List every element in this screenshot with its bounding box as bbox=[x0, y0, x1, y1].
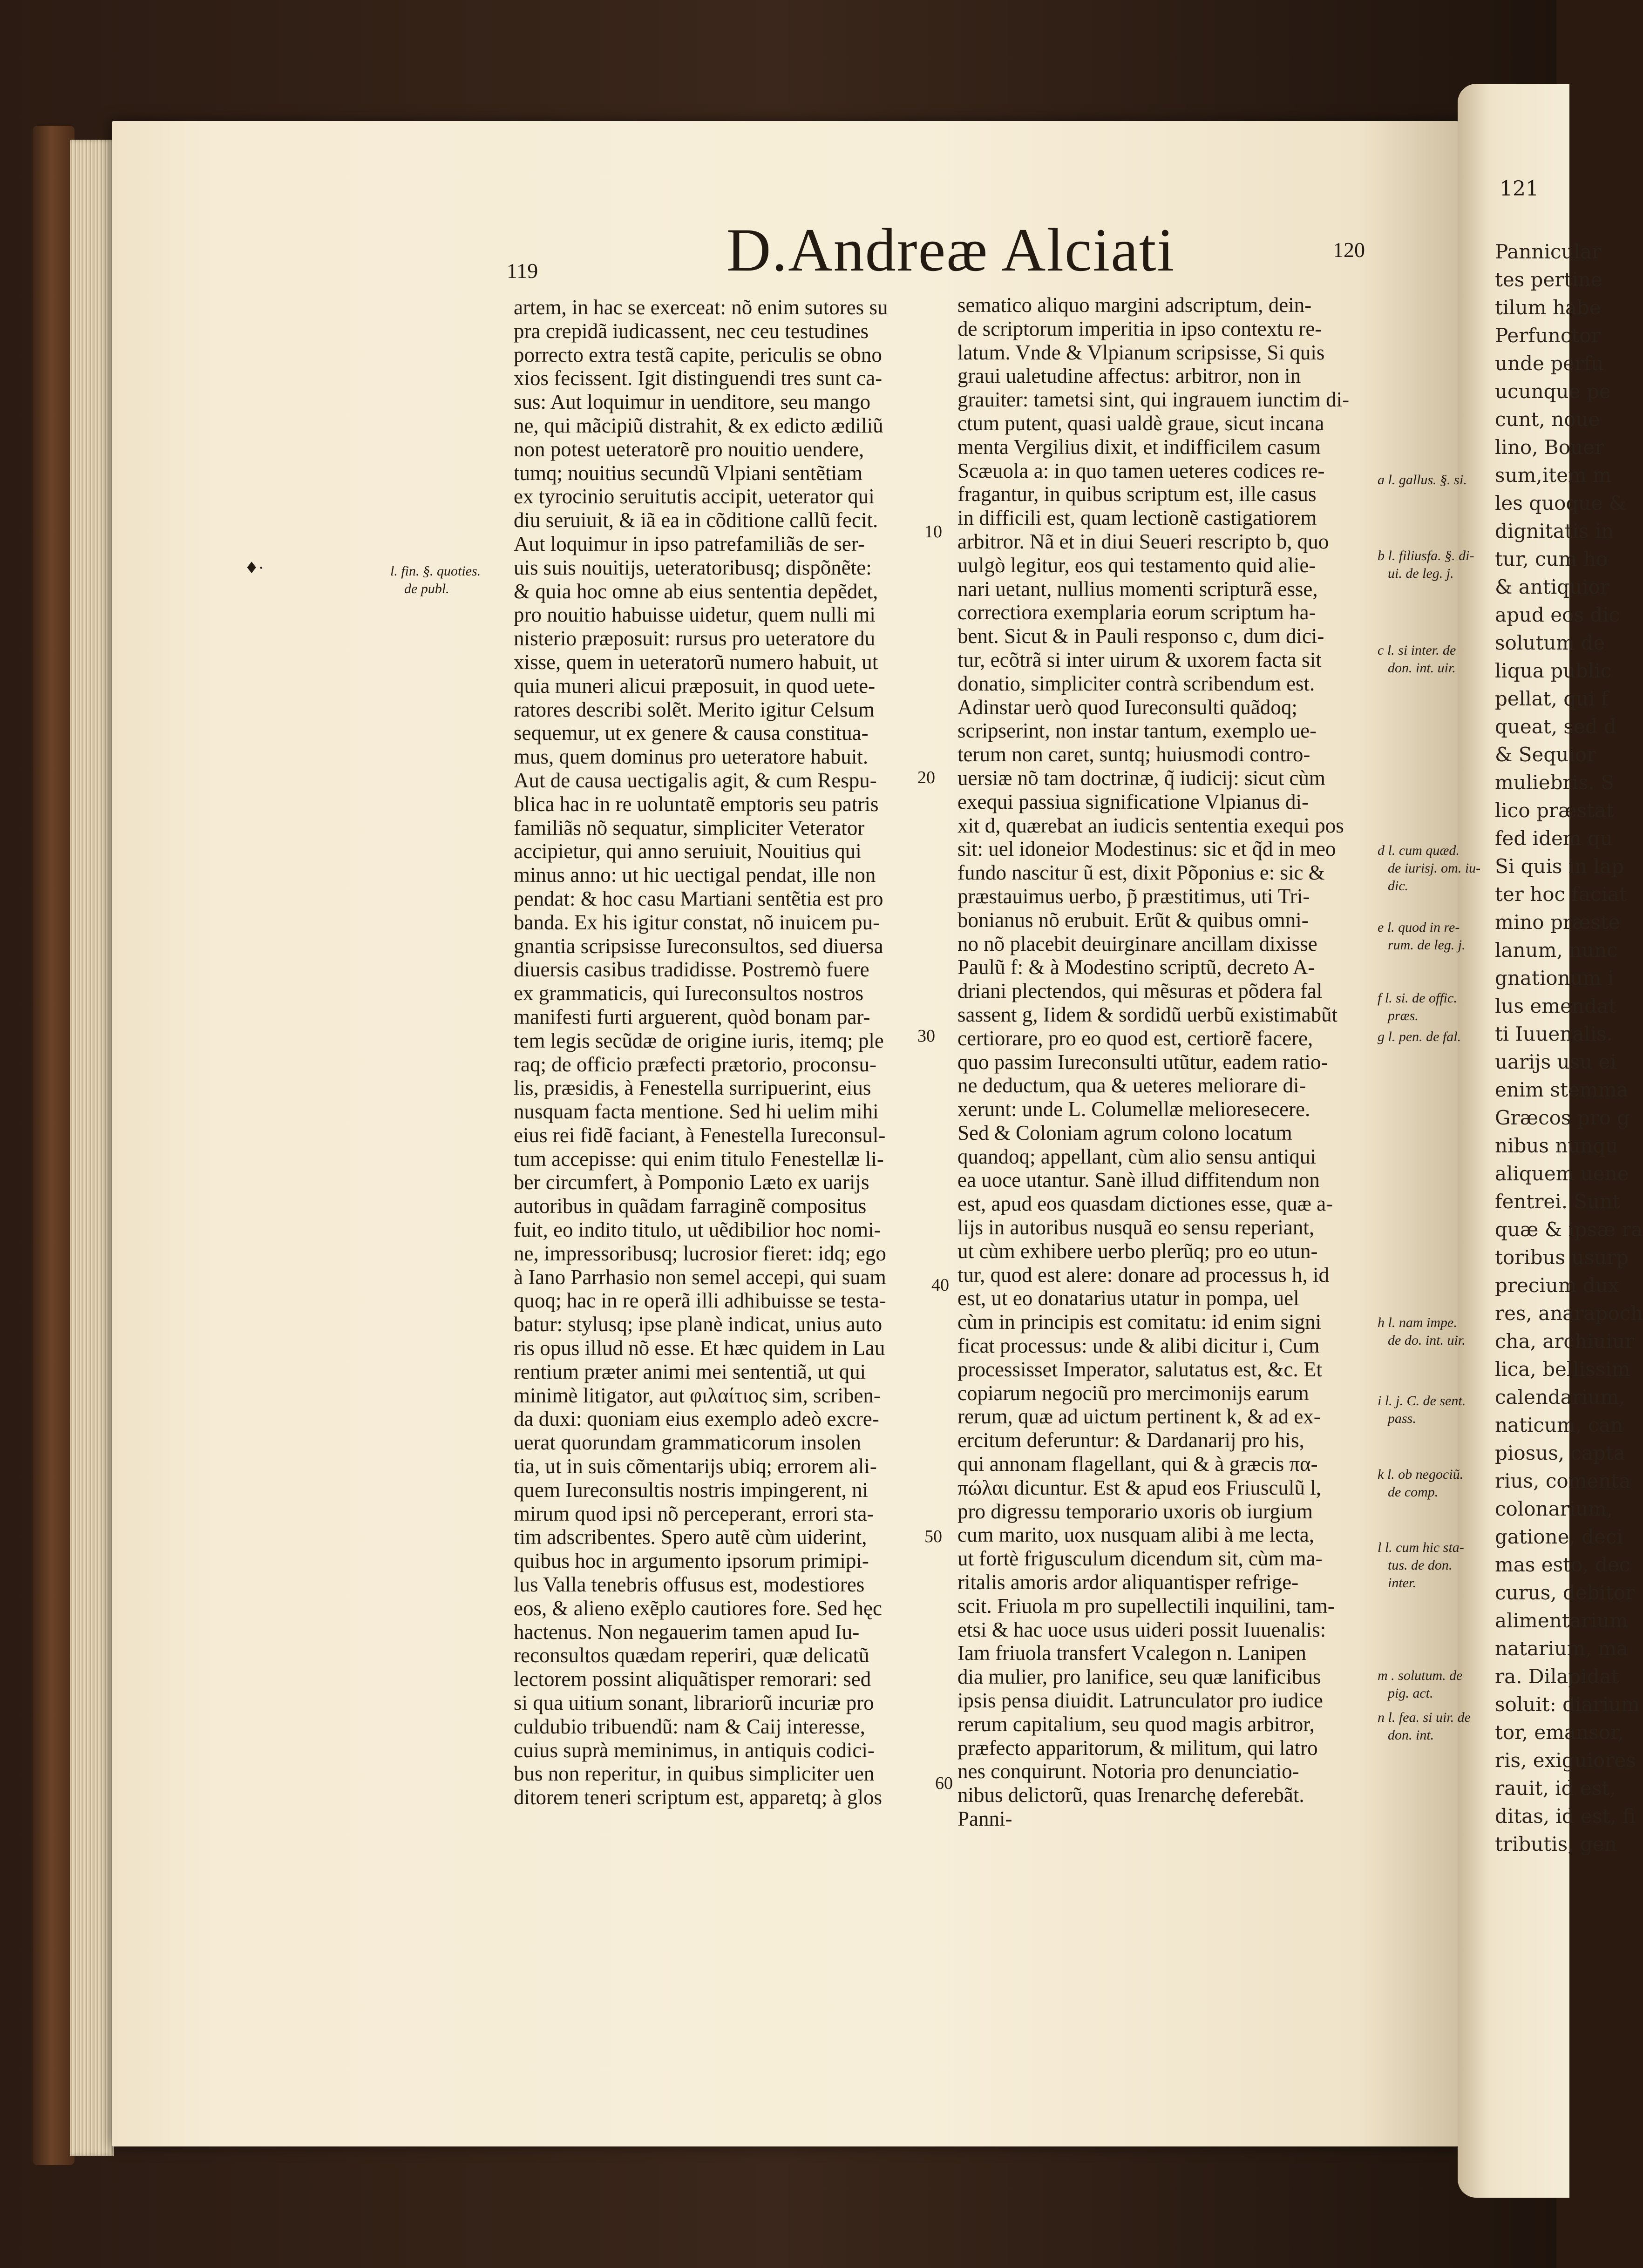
margin-note-right bbox=[1378, 1314, 1466, 1349]
folio-left: 119 bbox=[507, 259, 538, 283]
text-line: quo passim Iureconsulti utũtur, eadem ratio- bbox=[957, 1050, 1328, 1074]
text-line: minimè litigator, aut φιλαίτιος sim, scriben- bbox=[514, 1383, 881, 1407]
next-page-line: ris, exiguiores bbox=[1495, 1749, 1636, 1772]
text-line: da duxi: quoniam eius exemplo adeò excre- bbox=[514, 1407, 879, 1431]
next-page-line: colonarium, bbox=[1495, 1497, 1613, 1520]
margin-note-right bbox=[1378, 989, 1457, 1025]
text-line: tim adscribentes. Spero autẽ cùm uiderint, bbox=[514, 1525, 867, 1549]
next-page-line: & Sequior bbox=[1495, 743, 1596, 766]
next-page-line: lus emendat bbox=[1495, 995, 1616, 1017]
margin-note-line: dic. bbox=[1388, 878, 1409, 894]
text-line: ut fortè frigusculum dicendum sit, cùm ma- bbox=[957, 1547, 1323, 1571]
margin-note-right bbox=[1378, 1392, 1466, 1428]
text-line: fundo nascitur ũ est, dixit Põponius e: sic & bbox=[957, 861, 1325, 885]
text-line: fragantur, in quibus scriptum est, ille casus bbox=[957, 482, 1317, 506]
margin-note-right bbox=[1378, 642, 1456, 677]
text-line: ut cùm exhibere uerbo plerũq; pro eo utun- bbox=[957, 1239, 1318, 1263]
text-line: præfecto apparitorum, & militum, qui latro bbox=[957, 1736, 1318, 1760]
text-line: rerum capitalium, seu quod magis arbitror, bbox=[957, 1712, 1315, 1736]
text-line: bus non reperitur, in quibus simpliciter uen bbox=[514, 1762, 875, 1786]
next-page-line: uarijs usu ei bbox=[1495, 1050, 1616, 1073]
margin-note-line: rum. de leg. j. bbox=[1388, 937, 1466, 953]
margin-mark-icon: ♦· bbox=[244, 559, 264, 577]
text-line: arbitror. Nã et in diui Seueri rescripto b, quo bbox=[957, 529, 1329, 553]
text-line: uersiæ nõ tam doctrinæ, q̃ iudicij: sicut cùm bbox=[957, 766, 1325, 790]
text-line: non potest ueteratorẽ pro nouitio uendere, bbox=[514, 437, 864, 461]
next-page-line: rauit, id est, bbox=[1495, 1777, 1616, 1800]
margin-note-line: m . solutum. de bbox=[1378, 1668, 1463, 1683]
text-line: donatio, simpliciter contrà scribendum est. bbox=[957, 671, 1315, 695]
text-line: sus: Aut loquimur in uenditore, seu mango bbox=[514, 390, 871, 414]
text-line: banda. Ex his igitur constat, nõ inuicem pu- bbox=[514, 910, 880, 934]
text-column-right bbox=[957, 293, 1379, 1831]
next-page-line: Si quis in lap bbox=[1495, 855, 1624, 878]
next-page-line: ti Iuuenalis. bbox=[1495, 1022, 1613, 1045]
margin-note-right bbox=[1378, 547, 1474, 582]
next-page-line: ra. Dilapidat bbox=[1495, 1665, 1619, 1688]
text-line: exequi passiua significatione Vlpianus di- bbox=[957, 790, 1309, 813]
next-page-line: soluit: diarium bbox=[1495, 1693, 1640, 1716]
text-line: certiorare, pro eo quod est, certiorẽ facere, bbox=[957, 1026, 1313, 1050]
running-head: D.Andreæ Alciati bbox=[726, 216, 1175, 284]
next-page-line: tes pertine bbox=[1495, 268, 1602, 291]
text-line: raq; de officio præfecti prætorio, proconsu- bbox=[514, 1052, 876, 1076]
margin-note-line: de iurisj. om. iu- bbox=[1388, 860, 1481, 876]
next-page-line: fed idem qu bbox=[1495, 827, 1613, 850]
next-page-line: muliebris. S bbox=[1495, 771, 1615, 794]
margin-note-line: b l. filiusfa. §. di- bbox=[1378, 548, 1474, 563]
text-line: correctiora exemplaria eorum scriptum ha- bbox=[957, 601, 1316, 624]
next-page-line: queat, sed d bbox=[1495, 715, 1616, 738]
margin-note-right bbox=[1378, 1466, 1463, 1501]
text-line: rerum, quæ ad uictum pertinent k, & ad ex- bbox=[957, 1405, 1321, 1429]
text-line: uis suis nouitijs, ueteratoribusq; dispõnẽte: bbox=[514, 555, 872, 579]
page-edges bbox=[70, 140, 114, 2156]
text-line: eos, & alieno exẽplo cautiores fore. Sed hęc bbox=[514, 1596, 882, 1620]
text-line: diu seruiuit, & iã ea in cõditione callũ fecit. bbox=[514, 508, 878, 532]
next-page-line: les quoque & bbox=[1495, 492, 1626, 515]
margin-note-line: don. int. uir. bbox=[1388, 660, 1456, 676]
text-line: ber circumfert, à Pomponio Læto ex uarijs bbox=[514, 1171, 869, 1194]
next-page-line: solutum de bbox=[1495, 631, 1605, 654]
line-number: 40 bbox=[931, 1275, 949, 1295]
next-page-line: naticum, can bbox=[1495, 1414, 1623, 1436]
next-page-line: Græcos pro g bbox=[1495, 1106, 1630, 1129]
text-line: lus Valla tenebris offusus est, modestiores bbox=[514, 1573, 865, 1597]
margin-note-line: d l. cum quæd. bbox=[1378, 843, 1460, 858]
text-line: ercitum deferuntur: & Dardanarij pro his, bbox=[957, 1429, 1304, 1452]
margin-note-right bbox=[1378, 1028, 1461, 1046]
next-page-edge bbox=[1458, 84, 1643, 2198]
next-page-line: gatione, deci bbox=[1495, 1525, 1623, 1548]
text-line: lis, præsidis, à Fenestella surripuerint, eius bbox=[514, 1076, 871, 1100]
text-line: pendat: & hoc casu Martiani sentẽtia est pro bbox=[514, 887, 883, 910]
text-line: xios fecissent. Igit distinguendi tres sunt ca- bbox=[514, 366, 883, 390]
text-line: latum. Vnde & Vlpianum scripsisse, Si quis bbox=[957, 340, 1325, 364]
next-page-line: nibus nunqu bbox=[1495, 1134, 1618, 1157]
text-line: ctum putent, quasi ualdè graue, sicut incana bbox=[957, 411, 1324, 435]
text-line: tumq; nouitius secundũ Vlpiani sentẽtiam bbox=[514, 461, 863, 485]
text-line: sequemur, ut ex genere & causa constitua- bbox=[514, 721, 869, 745]
text-line: manifesti furti arguerent, quòd bonam par- bbox=[514, 1005, 870, 1029]
text-line: xit d, quærebat an iudicis sententia exequi pos bbox=[957, 813, 1344, 837]
next-page-line: alimentarium bbox=[1495, 1609, 1628, 1632]
next-page-line: res, anarapoch bbox=[1495, 1302, 1643, 1325]
next-page-line: piosus, capta bbox=[1495, 1442, 1625, 1464]
next-page-line: fentrei. Sunt bbox=[1495, 1190, 1621, 1213]
text-line: tem legis secũdæ de origine iuris, itemq; ple bbox=[514, 1029, 884, 1052]
margin-note-line: tus. de don. bbox=[1388, 1557, 1453, 1573]
text-line: præstauimus uerbo, p̃ præstitimus, uti Tri- bbox=[957, 884, 1310, 908]
text-line: quia muneri alicui præposuit, in quod uete- bbox=[514, 674, 876, 697]
text-line: pra crepidã iudicassent, nec ceu testudines bbox=[514, 319, 869, 343]
next-page-line: apud eos dic bbox=[1495, 603, 1620, 626]
next-page-line: calendarium, bbox=[1495, 1386, 1625, 1408]
text-line: tia, ut in suis cõmentarijs ubiq; errorem ali- bbox=[514, 1455, 877, 1478]
text-line: dia mulier, pro lanifice, seu quæ lanificibus bbox=[957, 1665, 1321, 1689]
text-line: ratores describi solẽt. Merito igitur Celsum bbox=[514, 697, 875, 721]
text-line: si qua uitium sonant, librariorũ incuriæ pro bbox=[514, 1691, 874, 1715]
text-line: de scriptorum imperitia in ipso contextu re- bbox=[957, 317, 1322, 340]
text-line: cùm in principis est comitatu: id enim signi bbox=[957, 1310, 1322, 1334]
text-line: est, ut eo donatarius utatur in pompa, uel bbox=[957, 1286, 1299, 1310]
text-line: cum marito, uox nusquam alibi à me lecta, bbox=[957, 1523, 1315, 1547]
text-line: Sed & Coloniam agrum colono locatum bbox=[957, 1121, 1292, 1144]
text-line: πώλαι dicuntur. Est & apud eos Friusculũ l, bbox=[957, 1476, 1322, 1499]
next-page-line: mas esto, dec bbox=[1495, 1553, 1630, 1576]
text-line: nisterio præposuit: rursus pro ueteratore du bbox=[514, 627, 876, 650]
text-line: pro digressu temporario uxoris ob iurgium bbox=[957, 1499, 1313, 1523]
text-line: rentium præter animi mei sententiã, ut qui bbox=[514, 1360, 866, 1383]
margin-note-line: g l. pen. de fal. bbox=[1378, 1029, 1461, 1044]
line-number: 60 bbox=[935, 1774, 953, 1793]
text-line: sematico aliquo margini adscriptum, dein- bbox=[957, 293, 1312, 317]
next-page-line: tilum habe bbox=[1495, 296, 1601, 319]
text-line: ritalis amoris ardor aliquantisper refrige- bbox=[957, 1571, 1299, 1594]
text-line: sit: uel idoneior Modestinus: sic et q̃d in meo bbox=[957, 837, 1336, 861]
next-page-line: Pannicular bbox=[1495, 240, 1602, 263]
text-line: nes conquirunt. Notoria pro denunciatio- bbox=[957, 1760, 1299, 1783]
text-line: bent. Sicut & in Pauli responso c, dum dici- bbox=[957, 624, 1324, 648]
text-line: ex tyrocinio seruitutis accipit, ueterator qui bbox=[514, 485, 875, 508]
book-spine bbox=[33, 126, 75, 2165]
margin-note-line: n l. fea. si uir. de bbox=[1378, 1710, 1471, 1725]
text-line: etsi & hac uoce usus uideri possit Iuuenalis: bbox=[957, 1618, 1326, 1641]
next-page-line: cha, archiuiur bbox=[1495, 1330, 1635, 1353]
text-line: quandoq; appellant, cùm alio sensu antiqui bbox=[957, 1144, 1316, 1168]
text-line: driani plectendos, qui mẽsuras et põdera fal bbox=[957, 979, 1323, 1003]
text-line: quem Iureconsultis nostris impingerent, ni bbox=[514, 1478, 869, 1502]
text-line: nari uetant, nullius momenti scripturã esse, bbox=[957, 577, 1318, 601]
next-page-line: tor, emansor, bbox=[1495, 1721, 1624, 1744]
next-page-line: gnationum i bbox=[1495, 967, 1614, 989]
next-page-line: unde perfu bbox=[1495, 352, 1604, 375]
next-page-line: Perfunctor bbox=[1495, 324, 1601, 347]
next-page-line: toribus usurp bbox=[1495, 1246, 1629, 1269]
text-line: eius rei fidẽ faciant, à Fenestella Iureconsul- bbox=[514, 1123, 886, 1147]
margin-note-right bbox=[1378, 1709, 1471, 1744]
text-line: ris opus illud nõ esse. Et hæc quidem in Lau bbox=[514, 1336, 885, 1360]
next-page-line: rius, comenta bbox=[1495, 1469, 1631, 1492]
text-line: processisset Imperator, salutatus est, &c. Et bbox=[957, 1357, 1322, 1381]
margin-note-line: inter. bbox=[1388, 1575, 1416, 1591]
margin-note-line: de comp. bbox=[1388, 1484, 1439, 1500]
margin-note-left bbox=[390, 562, 481, 598]
next-page-line: lanum, nunc bbox=[1495, 939, 1618, 961]
text-line: cuius suprà meminimus, in antiquis codici- bbox=[514, 1738, 875, 1762]
text-line: scit. Friuola m pro supellectili inquilini, tam- bbox=[957, 1594, 1335, 1618]
text-line: ipsis pensa diuidit. Latrunculator pro iudice bbox=[957, 1689, 1323, 1713]
text-line: sassent g, Iidem & sordidũ uerbũ existimabũt bbox=[957, 1002, 1338, 1026]
margin-note-line: l. fin. §. quoties. bbox=[390, 563, 481, 579]
text-line: Iam friuola transfert Vcalegon n. Lanipen bbox=[957, 1641, 1306, 1665]
text-line: qui annonam flagellant, qui & à græcis πα- bbox=[957, 1452, 1318, 1476]
margin-note-right bbox=[1378, 919, 1466, 954]
next-page-lines bbox=[1458, 238, 1643, 1858]
next-page-line: lica, bellissim bbox=[1495, 1358, 1630, 1381]
text-line: nusquam facta mentione. Sed hi uelim mihi bbox=[514, 1100, 879, 1124]
next-page-line: mino præste bbox=[1495, 911, 1620, 934]
margin-note-line: i l. j. C. de sent. bbox=[1378, 1393, 1466, 1408]
line-number: 50 bbox=[924, 1527, 942, 1546]
text-line: copiarum negociũ pro mercimonijs earum bbox=[957, 1381, 1309, 1405]
text-line: no nõ placebit deuirginare ancillam dixisse bbox=[957, 932, 1317, 955]
text-line: ex grammaticis, qui Iureconsultos nostros bbox=[514, 982, 864, 1005]
next-page-line: natarium, ma bbox=[1495, 1637, 1628, 1660]
margin-note-line: f l. si. de offic. bbox=[1378, 990, 1457, 1006]
margin-note-line: de do. int. uir. bbox=[1388, 1333, 1466, 1348]
next-page-line: lico præstat bbox=[1495, 799, 1614, 822]
next-page-line: pellat, qui f bbox=[1495, 687, 1609, 710]
next-page-folio: 121 bbox=[1500, 177, 1539, 201]
text-line: scripserint, non instar tantum, exemplo ue- bbox=[957, 719, 1317, 743]
text-line: pro nouitio habuisse uidetur, quem nulli mi bbox=[514, 603, 876, 627]
margin-note-line: præs. bbox=[1388, 1008, 1419, 1023]
margin-note-line: don. int. bbox=[1388, 1727, 1434, 1743]
next-page-line: ditas, id est, fi bbox=[1495, 1805, 1636, 1828]
text-line: à Iano Parrhasio non semel accepi, qui suam bbox=[514, 1265, 886, 1289]
line-number: 10 bbox=[924, 522, 942, 542]
text-line: hactenus. Non negauerim tamen apud Iu- bbox=[514, 1620, 860, 1644]
line-number: 20 bbox=[917, 768, 935, 787]
margin-note-right bbox=[1378, 842, 1480, 895]
text-line: ne, qui mãcipiũ distrahit, & ex edicto ædiliũ bbox=[514, 413, 883, 437]
margin-note-line: de publ. bbox=[404, 581, 449, 596]
next-page-line: sum,item m bbox=[1495, 464, 1611, 487]
margin-note-right bbox=[1378, 471, 1467, 489]
text-line: ficat processus: unde & alibi dicitur i, Cum bbox=[957, 1334, 1320, 1358]
margin-note-line: a l. gallus. §. si. bbox=[1378, 472, 1467, 487]
next-page-line: cunt, noue bbox=[1495, 408, 1600, 431]
next-page-line: curus, debitor bbox=[1495, 1581, 1635, 1604]
text-line: ne deductum, qua & ueteres meliorare di- bbox=[957, 1074, 1306, 1097]
next-page-line: ter hoc faciat bbox=[1495, 883, 1627, 906]
text-line: Aut loquimur in ipso patrefamiliãs de ser- bbox=[514, 532, 865, 555]
next-page-line: tributis, gen bbox=[1495, 1833, 1617, 1855]
margin-note-right bbox=[1378, 1539, 1464, 1592]
text-line: batur: stylusq; ipse planè indicat, unius auto bbox=[514, 1313, 883, 1336]
text-line: tum accepisse: qui enim titulo Fenestellæ li- bbox=[514, 1147, 884, 1171]
text-line: reconsultos quædam reperiri, quæ delicatũ bbox=[514, 1644, 869, 1667]
text-line: xisse, quem in ueteratorũ numero habuit, ut bbox=[514, 650, 878, 674]
text-line: minus anno: ut hic uectigal pendat, ille non bbox=[514, 863, 876, 887]
text-line: gnantia scripsisse Iureconsultos, sed diuersa bbox=[514, 934, 883, 958]
text-line: quoq; hac in re operã illi adhibuisse se testa- bbox=[514, 1289, 886, 1313]
text-line: lectorem possint aliquãtisper remorari: sed bbox=[514, 1667, 871, 1691]
text-line: Scæuola a: in quo tamen ueteres codices re- bbox=[957, 459, 1325, 482]
text-line: & quia hoc omne ab eius sententia depẽdet, bbox=[514, 579, 878, 603]
margin-note-line: l l. cum hic sta- bbox=[1378, 1540, 1464, 1555]
next-page-line: enim stemma bbox=[1495, 1078, 1629, 1101]
line-number: 30 bbox=[917, 1026, 935, 1046]
margin-note-line: ui. de leg. j. bbox=[1388, 566, 1454, 581]
text-line: Paulũ f: & à Modestino scriptũ, decreto A- bbox=[957, 955, 1315, 979]
next-page-line: ucunque pe bbox=[1495, 380, 1611, 403]
text-line: familiãs nõ sequatur, simpliciter Veterator bbox=[514, 816, 865, 839]
text-line: menta Vergilius dixit, et indifficilem casum bbox=[957, 435, 1321, 459]
next-page-line: quæ & ipsæ ra bbox=[1495, 1218, 1643, 1241]
text-line: ditorem teneri scriptum est, apparetq; à glos bbox=[514, 1786, 883, 1809]
folio-right: 120 bbox=[1333, 238, 1365, 262]
margin-note-line: pass. bbox=[1388, 1411, 1416, 1426]
text-line: ne, impressoribusq; lucrosior fieret: idq; ego bbox=[514, 1241, 886, 1265]
text-line: mus, quem dominus pro ueteratore habuit. bbox=[514, 745, 869, 769]
text-line: Aut de causa uectigalis agit, & cum Respu- bbox=[514, 768, 877, 792]
margin-note-right bbox=[1378, 1667, 1463, 1702]
text-line: lijs in autoribus nusquã eo sensu reperiant, bbox=[957, 1216, 1315, 1239]
margin-note-line: pig. act. bbox=[1388, 1686, 1433, 1701]
text-line: Panni- bbox=[957, 1807, 1012, 1830]
margin-note-line: k l. ob negociũ. bbox=[1378, 1467, 1464, 1482]
text-line: bonianus nõ erubuit. Erũt & quibus omni- bbox=[957, 908, 1309, 932]
text-line: uulgò legitur, eos qui testamento quid alie- bbox=[957, 553, 1316, 577]
text-line: quibus hoc in argumento ipsorum primipi- bbox=[514, 1549, 869, 1573]
next-page-line: lino, Bouer bbox=[1495, 436, 1604, 459]
next-page-line: precium dux bbox=[1495, 1274, 1619, 1297]
text-line: nibus delictorũ, quas Irenarchę deferebãt. bbox=[957, 1783, 1304, 1807]
text-line: tur, ecõtrã si inter uirum & uxorem facta sit bbox=[957, 648, 1322, 671]
text-column-left bbox=[514, 296, 935, 1809]
text-line: culdubio tribuendũ: nam & Caij interesse, bbox=[514, 1714, 865, 1738]
text-line: terum non caret, suntq; huiusmodi contro- bbox=[957, 743, 1310, 766]
text-line: in difficili est, quam lectionẽ castigatiorem bbox=[957, 506, 1317, 530]
margin-note-line: c l. si inter. de bbox=[1378, 643, 1456, 658]
text-line: est, apud eos quasdam dictiones esse, quæ a- bbox=[957, 1192, 1333, 1216]
text-line: graui ualetudine affectus: arbitror, non in bbox=[957, 364, 1301, 388]
text-line: ea uoce utantur. Sanè illud diffitendum non bbox=[957, 1168, 1320, 1192]
text-line: fuit, eo indito titulo, ut uẽdibilior hoc nomi- bbox=[514, 1218, 881, 1242]
text-line: autoribus in quãdam farraginẽ compositus bbox=[514, 1194, 867, 1218]
text-line: mirum quod ipsi nõ perceperant, errori sta- bbox=[514, 1502, 874, 1525]
text-line: uerat quorundam grammaticorum insolen bbox=[514, 1431, 862, 1455]
next-page-line: dignitatis in bbox=[1495, 520, 1614, 542]
next-page-line: aliquem uene bbox=[1495, 1162, 1629, 1185]
text-line: tur, quod est alere: donare ad processus h, id bbox=[957, 1263, 1329, 1286]
text-line: artem, in hac se exerceat: nõ enim sutores su bbox=[514, 296, 888, 319]
text-line: blica hac in re uoluntatẽ emptoris seu patris bbox=[514, 792, 879, 816]
next-page-line: tur, cum ho bbox=[1495, 548, 1608, 570]
text-line: Adinstar uerò quod Iureconsulti quãdoq; bbox=[957, 695, 1297, 719]
text-line: accipietur, qui anno seruiuit, Nouitius qui bbox=[514, 839, 862, 863]
text-line: grauiter: tametsi sint, qui ingrauem iunctim di- bbox=[957, 388, 1350, 412]
text-line: xerunt: unde L. Columellæ melioresecere. bbox=[957, 1097, 1310, 1121]
next-page-line: liqua public bbox=[1495, 659, 1612, 682]
margin-note-line: h l. nam impe. bbox=[1378, 1315, 1457, 1330]
margin-note-line: e l. quod in re- bbox=[1378, 920, 1460, 935]
text-line: diuersis casibus tradidisse. Postremò fuere bbox=[514, 958, 869, 982]
text-line: porrecto extra testã capite, periculis se obno bbox=[514, 343, 882, 366]
next-page-line: & antiquior bbox=[1495, 575, 1609, 598]
